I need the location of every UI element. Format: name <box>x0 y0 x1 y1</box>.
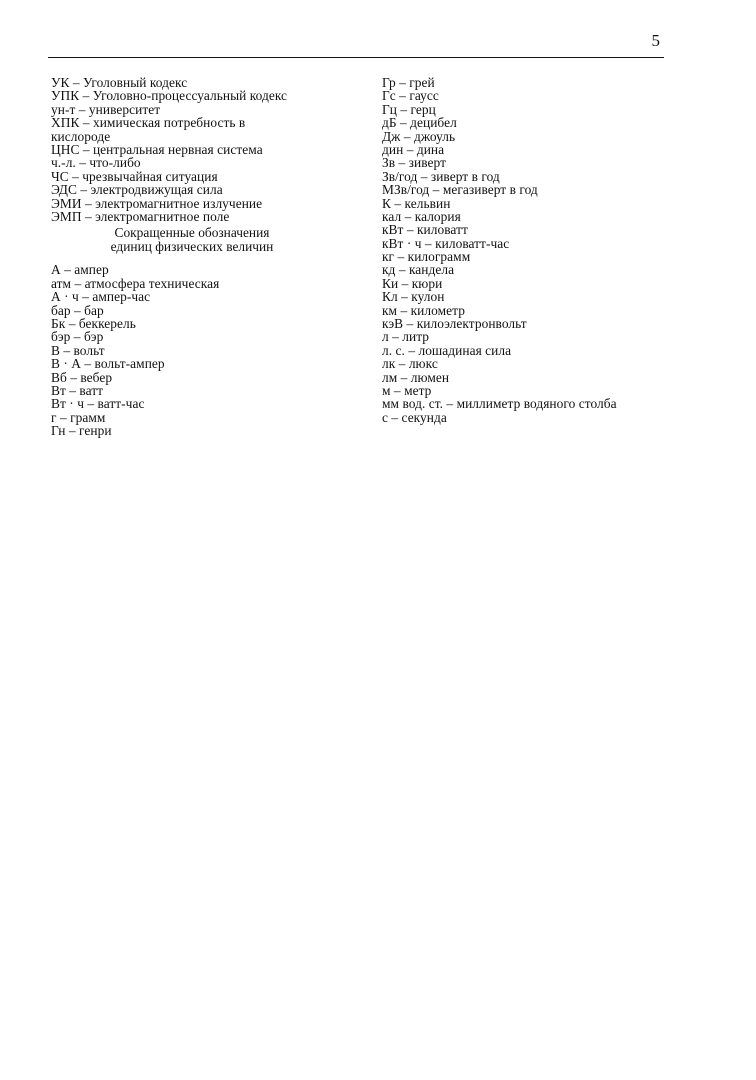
unit-entry: кал – калория <box>382 208 461 224</box>
abbreviation-entry: ун-т – университет <box>51 101 161 117</box>
unit-entry: В – вольт <box>51 342 105 358</box>
unit-entry: Гц – герц <box>382 101 436 117</box>
abbreviation-entry: ЭДС – электродвижущая сила <box>51 182 223 198</box>
abbreviation-entry: ЭМП – электромагнитное поле <box>51 208 230 224</box>
unit-entry: г – грамм <box>51 409 106 425</box>
unit-entry: км – километр <box>382 302 465 318</box>
abbreviation-entry: ЧС – чрезвычайная ситуация <box>51 168 218 184</box>
abbreviation-entry: ЭМИ – электромагнитное излучение <box>51 195 263 211</box>
unit-entry: дин – дина <box>382 141 445 157</box>
unit-entry: мм вод. ст. – миллиметр водяного столба <box>382 396 617 412</box>
unit-entry: бэр – бэр <box>51 329 104 345</box>
unit-entry: бар – бар <box>51 302 104 318</box>
unit-entry: кВт · ч – киловатт-час <box>382 235 510 251</box>
unit-entry: К – кельвин <box>382 195 451 211</box>
unit-entry: лм – люмен <box>382 369 450 385</box>
right-column <box>382 76 672 424</box>
unit-entry: лк – люкс <box>382 356 438 372</box>
unit-entry: Гс – гаусс <box>382 88 439 104</box>
unit-list-right <box>382 76 672 424</box>
unit-entry: Бк – беккерель <box>51 316 136 332</box>
unit-entry: Вб – вебер <box>51 369 113 385</box>
unit-entry: л. с. – лошадиная сила <box>382 342 512 358</box>
unit-entry: МЗв/год – мегазиверт в год <box>382 182 538 198</box>
unit-entry: Ки – кюри <box>382 275 443 291</box>
abbreviation-entry: ХПК – химическая потребность в <box>51 115 246 131</box>
abbreviation-entry: ЦНС – центральная нервная система <box>51 141 263 157</box>
unit-entry: Зв – зиверт <box>382 155 446 171</box>
unit-entry: В · А – вольт-ампер <box>51 356 165 372</box>
unit-entry: кВт – киловатт <box>382 222 468 238</box>
section-heading-line: единиц физических величин <box>110 238 274 254</box>
left-column <box>51 76 351 438</box>
abbreviation-entry: УПК – Уголовно-процессуальный кодекс <box>51 88 288 104</box>
unit-entry: кэВ – килоэлектронвольт <box>382 316 527 332</box>
section-heading <box>51 226 333 253</box>
header-rule <box>48 57 664 58</box>
unit-entry: атм – атмосфера техническая <box>51 275 220 291</box>
unit-entry: А · ч – ампер-час <box>51 289 151 305</box>
abbreviation-entry: кислороде <box>51 128 111 144</box>
unit-entry: Вт – ватт <box>51 383 104 398</box>
unit-entry: дБ – децибел <box>382 115 457 131</box>
unit-entry: А – ампер <box>51 262 109 278</box>
unit-entry: Гн – генри <box>51 423 112 439</box>
unit-entry: Вт · ч – ватт-час <box>51 396 145 412</box>
abbreviation-entry: УК – Уголовный кодекс <box>51 75 188 90</box>
unit-entry: Зв/год – зиверт в год <box>382 168 500 184</box>
section-heading-line: Сокращенные обозначения <box>114 225 270 241</box>
unit-entry: с – секунда <box>382 409 447 425</box>
unit-entry: Кл – кулон <box>382 289 445 305</box>
unit-entry: Дж – джоуль <box>382 128 456 144</box>
unit-entry: Гр – грей <box>382 75 435 90</box>
unit-entry: л – литр <box>382 329 430 345</box>
abbreviation-entry: ч.-л. – что-либо <box>51 155 141 171</box>
unit-entry: кд – кандела <box>382 262 455 278</box>
abbreviation-list <box>51 76 351 223</box>
unit-list-left <box>51 263 351 437</box>
unit-entry: м – метр <box>382 382 432 398</box>
unit-entry: кг – килограмм <box>382 249 471 265</box>
page-number: 5 <box>651 31 660 50</box>
